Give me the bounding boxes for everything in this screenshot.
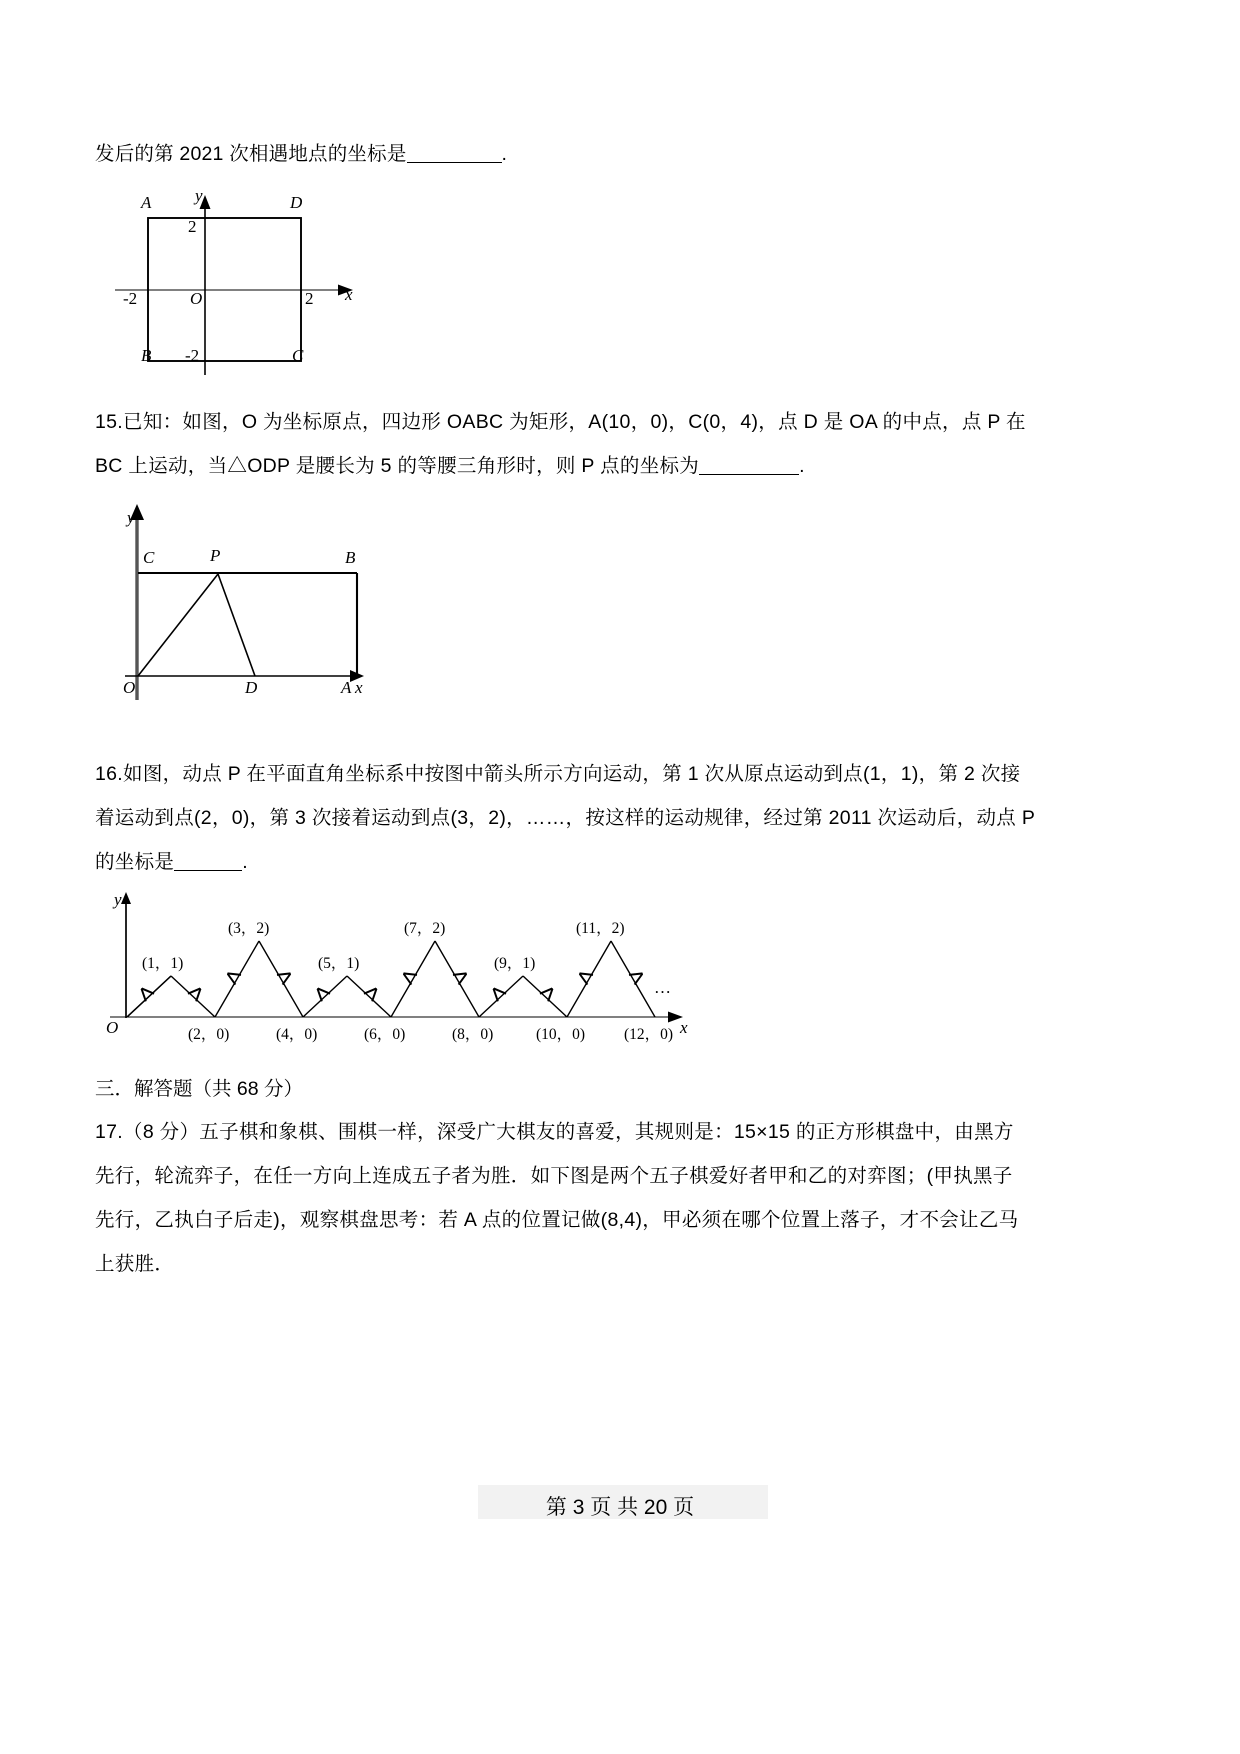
q15-text-2: BC 上运动，当△ODP 是腰长为 5 的等腰三角形时，则 P 点的坐标为 (95, 455, 700, 477)
question-16 (95, 752, 1160, 884)
figure2-label-A: A (341, 678, 352, 697)
figure3-base-label-2: (4，0) (276, 1026, 318, 1043)
figure1-tick-y-2: 2 (188, 217, 197, 236)
q17-line-1 (95, 1110, 1160, 1154)
q17-text-1: 五子棋和象棋、围棋一样，深受广大棋友的喜爱，其规则是：15×15 的正方形棋盘中，由黑方 (199, 1121, 1014, 1143)
figure3-peak-label-2: (3，2) (228, 920, 270, 937)
figure3-base-label-6: (12，0) (624, 1026, 674, 1043)
figure3-peak-label-1: (1，1) (142, 955, 184, 972)
figure2-label-C: C (143, 548, 155, 567)
figure-square-abcd (110, 185, 380, 380)
q14-period: . (501, 143, 508, 165)
q15-line-1 (95, 400, 1155, 444)
figure2-label-B: B (345, 548, 356, 567)
figure2-label-D: D (245, 678, 258, 697)
q15-line-2 (95, 444, 1155, 488)
q16-text-2: 着运动到点(2，0)，第 3 次接着运动到点(3，2)，……，按这样的运动规律，经过第 2011 次运动后，动点 P (95, 807, 1036, 829)
q16-line-1 (95, 752, 1160, 796)
figure3-origin-label: O (106, 1018, 119, 1037)
figure1-axis-y-label: y (195, 186, 203, 205)
figure2-axis-y-label: y (127, 508, 135, 527)
q17-line-2 (95, 1154, 1160, 1198)
figure2-label-O: O (123, 678, 136, 697)
figure3-peak-label-4: (7，2) (404, 920, 446, 937)
q17-line-4 (95, 1242, 1160, 1286)
figure1-label-B: B (141, 346, 152, 365)
q17-text-2: 先行，轮流弈子，在任一方向上连成五子者为胜．如下图是两个五子棋爱好者甲和乙的对弈图；(甲执黑子 (95, 1165, 1013, 1187)
q16-answer-blank[interactable] (174, 854, 242, 871)
figure1-tick-x-neg2: -2 (123, 289, 138, 308)
figure3-peak-label-5: (9，1) (494, 955, 536, 972)
q15-text-1: 已知：如图，O 为坐标原点，四边形 OABC 为矩形，A(10，0)，C(0，4)，点 D 是 OA 的中点，点 P 在 (123, 411, 1026, 433)
q16-period: . (242, 851, 248, 873)
figure3-base-label-1: (2，0) (188, 1026, 230, 1043)
page-footer: 第 3 页 共 20 页 (545, 1496, 695, 1519)
q17-number: 17. (95, 1121, 124, 1143)
question-15 (95, 400, 1155, 488)
figure3-base-label-4: (8，0) (452, 1026, 494, 1043)
q17-text-3: 先行，乙执白子后走)，观察棋盘思考：若 A 点的位置记做(8,4)，甲必须在哪个位置上落子，才不会让乙马 (95, 1209, 1019, 1231)
q14-answer-blank[interactable] (407, 146, 502, 163)
figure-rect-oabc (105, 500, 395, 710)
figure1-label-D: D (290, 193, 303, 212)
figure3-axis-x-label: x (680, 1018, 688, 1037)
q15-period: . (799, 455, 805, 477)
figure3-peak-label-6: (11，2) (576, 920, 625, 937)
figure3-peak-label-3: (5，1) (318, 955, 360, 972)
q14-tail-text: 发后的第 2021 次相遇地点的坐标是 (95, 143, 407, 165)
figure1-label-C: C (292, 346, 304, 365)
figure3-base-label-5: (10，0) (536, 1026, 586, 1043)
figure1-label-A: A (141, 193, 152, 212)
section-3-heading: 三．解答题（共 68 分） (95, 1078, 304, 1100)
q15-number: 15. (95, 411, 124, 433)
figure3-ellipsis: … (654, 978, 673, 997)
q16-text-3: 的坐标是 (95, 851, 175, 873)
figure1-tick-y-neg2: -2 (185, 346, 200, 365)
question-17 (95, 1110, 1160, 1286)
figure1-axis-x-label: x (345, 285, 353, 304)
figure2-axis-x-label: x (355, 678, 363, 697)
figure1-origin-label: O (190, 289, 203, 308)
figure2-label-P: P (210, 546, 221, 565)
q15-answer-blank[interactable] (699, 458, 799, 475)
q17-text-4: 上获胜． (95, 1253, 175, 1275)
q16-text-1: 如图，动点 P 在平面直角坐标系中按图中箭头所示方向运动，第 1 次从原点运动到点(1，1)，第 2 次接 (123, 763, 1021, 785)
q16-line-2 (95, 796, 1160, 840)
q17-line-3 (95, 1198, 1160, 1242)
q16-line-3 (95, 840, 1160, 884)
q14-tail-line (95, 139, 507, 169)
figure1-tick-x-2: 2 (305, 289, 314, 308)
figure3-base-label-3: (6，0) (364, 1026, 406, 1043)
figure-zigzag-path (100, 888, 720, 1060)
q17-score: （8 分） (123, 1121, 200, 1143)
q16-number: 16. (95, 763, 124, 785)
figure3-axis-y-label: y (114, 890, 122, 909)
